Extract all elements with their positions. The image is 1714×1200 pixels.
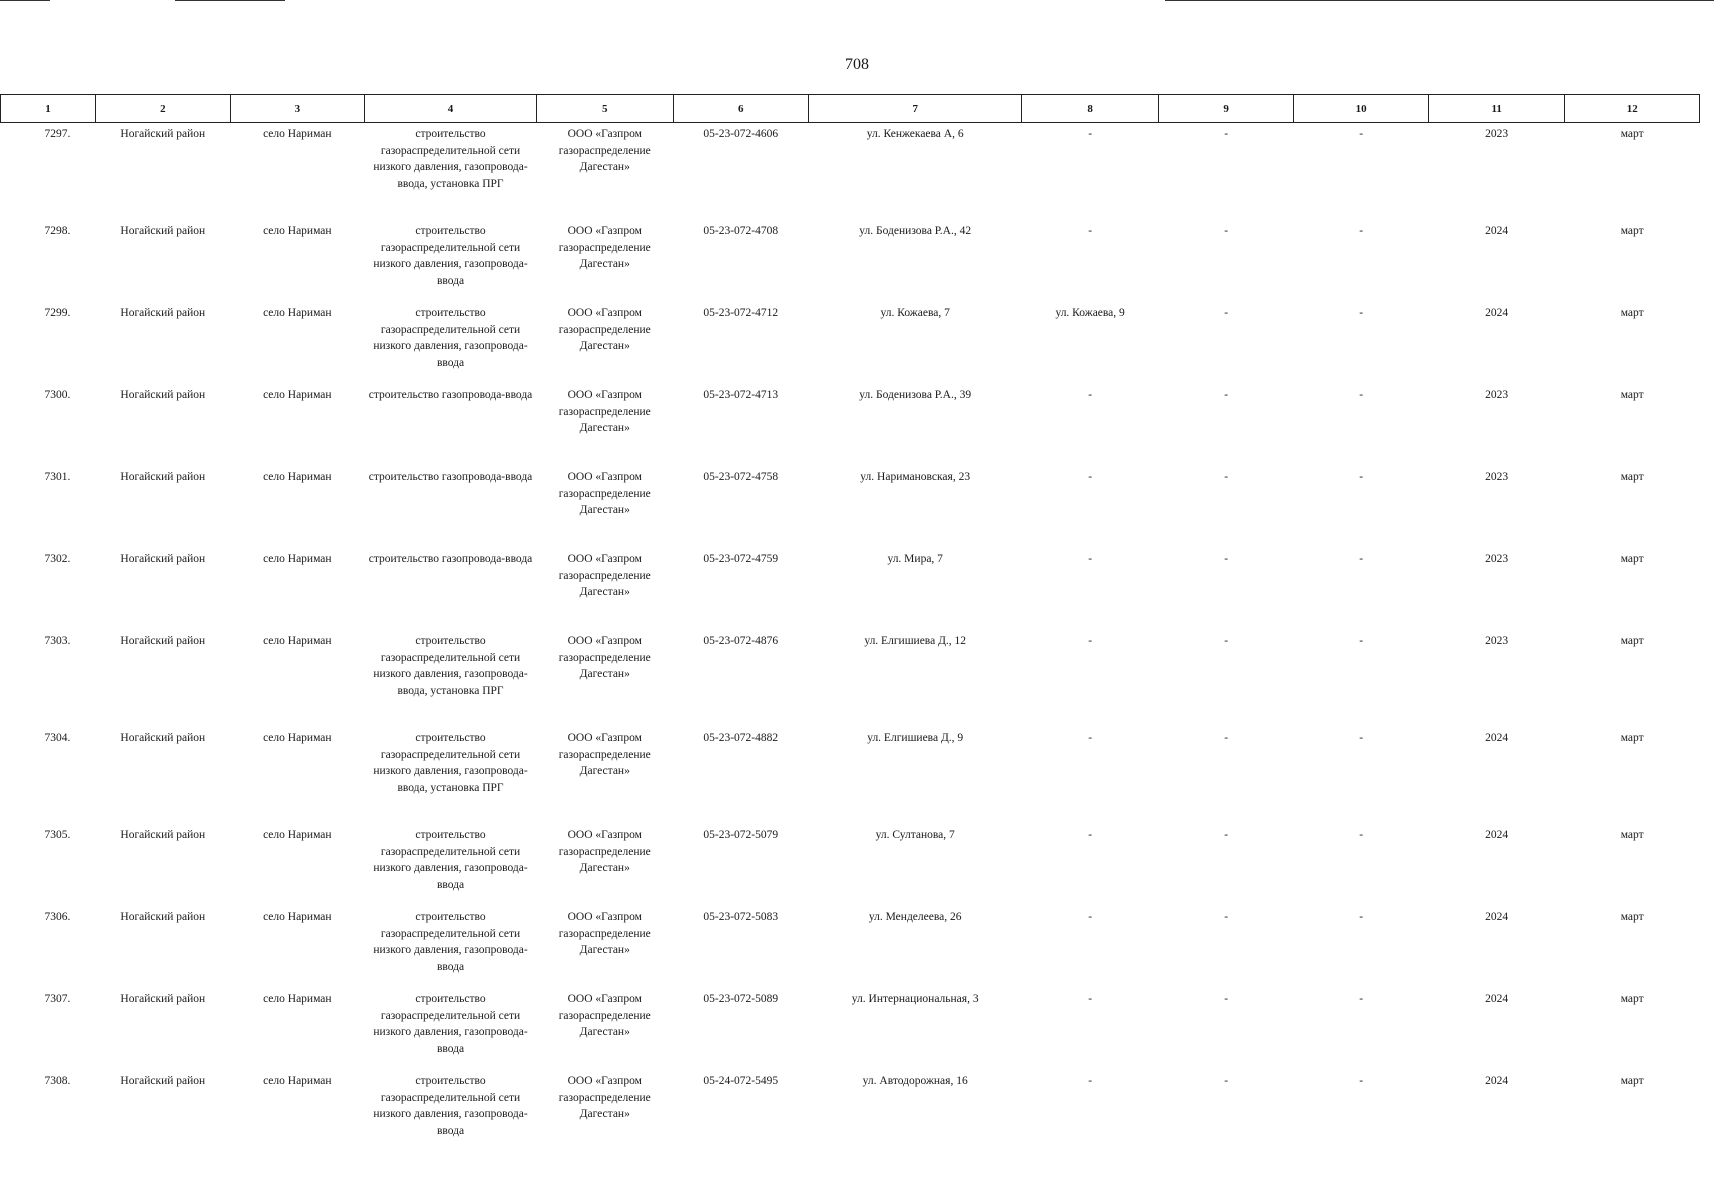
work-type-cell: строительство газораспределительной сети низкого давления, газопровода-ввода, установка ПРГ xyxy=(373,635,528,697)
organization-cell: ООО «Газпром газораспределение Дагестан» xyxy=(558,553,651,598)
col-9-cell: - xyxy=(1224,993,1229,1005)
month-cell: март xyxy=(1620,993,1644,1005)
settlement-cell: село Нариман xyxy=(263,1075,332,1087)
table-row xyxy=(1,630,1700,727)
col-9-cell: - xyxy=(1224,471,1229,483)
settlement-cell: село Нариман xyxy=(263,471,332,483)
address-alt-cell: - xyxy=(1088,128,1093,140)
row-number-cell: 7297. xyxy=(44,128,71,140)
settlement-cell: село Нариман xyxy=(263,225,332,237)
col-9-cell: - xyxy=(1224,829,1229,841)
organization-cell: ООО «Газпром газораспределение Дагестан» xyxy=(558,471,651,516)
address-cell: ул. Елгишиева Д., 12 xyxy=(864,635,967,647)
organization-cell: ООО «Газпром газораспределение Дагестан» xyxy=(558,1075,651,1120)
address-alt-cell: - xyxy=(1088,911,1093,923)
object-code-cell: 05-23-072-4882 xyxy=(703,732,779,744)
row-number-cell: 7307. xyxy=(44,993,71,1005)
col-9-cell: - xyxy=(1224,911,1229,923)
address-cell: ул. Кенжекаева А, 6 xyxy=(866,128,964,140)
row-number-cell: 7308. xyxy=(44,1075,71,1087)
organization-cell: ООО «Газпром газораспределение Дагестан» xyxy=(558,307,651,352)
row-number-cell: 7304. xyxy=(44,732,71,744)
address-alt-cell: - xyxy=(1088,1075,1093,1087)
address-cell: ул. Мира, 7 xyxy=(887,553,943,565)
col-10-cell: - xyxy=(1359,389,1364,401)
settlement-cell: село Нариман xyxy=(263,732,332,744)
address-alt-cell: - xyxy=(1088,732,1093,744)
scan-edge xyxy=(175,0,285,1)
column-header: 8 xyxy=(1022,95,1159,123)
address-cell: ул. Интернациональная, 3 xyxy=(851,993,979,1005)
gasification-register-table xyxy=(0,94,1700,1152)
settlement-cell: село Нариман xyxy=(263,993,332,1005)
column-number-row xyxy=(1,95,1700,123)
table-row xyxy=(1,384,1700,466)
work-type-cell: строительство газораспределительной сети низкого давления, газопровода-ввода, установка ПРГ xyxy=(373,128,528,190)
settlement-cell: село Нариман xyxy=(263,911,332,923)
table-row xyxy=(1,220,1700,302)
col-9-cell: - xyxy=(1224,635,1229,647)
col-10-cell: - xyxy=(1359,307,1364,319)
object-code-cell: 05-23-072-4606 xyxy=(703,128,779,140)
work-type-cell: строительство газораспределительной сети низкого давления, газопровода-ввода xyxy=(373,911,528,973)
col-10-cell: - xyxy=(1359,732,1364,744)
row-number-cell: 7301. xyxy=(44,471,71,483)
district-cell: Ногайский район xyxy=(120,128,206,140)
col-9-cell: - xyxy=(1224,732,1229,744)
table-row xyxy=(1,824,1700,906)
month-cell: март xyxy=(1620,829,1644,841)
column-header: 11 xyxy=(1428,95,1565,123)
month-cell: март xyxy=(1620,128,1644,140)
col-9-cell: - xyxy=(1224,389,1229,401)
col-10-cell: - xyxy=(1359,911,1364,923)
col-10-cell: - xyxy=(1359,635,1364,647)
table-row xyxy=(1,906,1700,988)
table-body xyxy=(1,123,1700,1153)
work-type-cell: строительство газопровода-ввода xyxy=(368,389,533,401)
organization-cell: ООО «Газпром газораспределение Дагестан» xyxy=(558,911,651,956)
col-10-cell: - xyxy=(1359,1075,1364,1087)
year-cell: 2024 xyxy=(1485,732,1509,744)
district-cell: Ногайский район xyxy=(120,911,206,923)
object-code-cell: 05-23-072-4758 xyxy=(703,471,779,483)
object-code-cell: 05-23-072-5083 xyxy=(703,911,779,923)
row-number-cell: 7302. xyxy=(44,553,71,565)
district-cell: Ногайский район xyxy=(120,1075,206,1087)
district-cell: Ногайский район xyxy=(120,389,206,401)
district-cell: Ногайский район xyxy=(120,225,206,237)
organization-cell: ООО «Газпром газораспределение Дагестан» xyxy=(558,389,651,434)
month-cell: март xyxy=(1620,911,1644,923)
column-header: 4 xyxy=(365,95,537,123)
month-cell: март xyxy=(1620,389,1644,401)
organization-cell: ООО «Газпром газораспределение Дагестан» xyxy=(558,829,651,874)
year-cell: 2023 xyxy=(1485,635,1509,647)
col-9-cell: - xyxy=(1224,553,1229,565)
work-type-cell: строительство газораспределительной сети низкого давления, газопровода-ввода, установка ПРГ xyxy=(373,732,528,794)
month-cell: март xyxy=(1620,732,1644,744)
col-9-cell: - xyxy=(1224,225,1229,237)
year-cell: 2024 xyxy=(1485,307,1509,319)
year-cell: 2024 xyxy=(1485,225,1509,237)
address-cell: ул. Кожаева, 7 xyxy=(880,307,950,319)
settlement-cell: село Нариман xyxy=(263,389,332,401)
month-cell: март xyxy=(1620,553,1644,565)
row-number-cell: 7299. xyxy=(44,307,71,319)
settlement-cell: село Нариман xyxy=(263,307,332,319)
row-number-cell: 7305. xyxy=(44,829,71,841)
work-type-cell: строительство газораспределительной сети низкого давления, газопровода-ввода xyxy=(373,307,528,369)
organization-cell: ООО «Газпром газораспределение Дагестан» xyxy=(558,128,651,173)
district-cell: Ногайский район xyxy=(120,553,206,565)
year-cell: 2023 xyxy=(1485,128,1509,140)
address-alt-cell: - xyxy=(1088,225,1093,237)
row-number-cell: 7303. xyxy=(44,635,71,647)
month-cell: март xyxy=(1620,225,1644,237)
year-cell: 2023 xyxy=(1485,471,1509,483)
column-header: 3 xyxy=(230,95,365,123)
col-10-cell: - xyxy=(1359,128,1364,140)
address-alt-cell: ул. Кожаева, 9 xyxy=(1055,307,1125,319)
month-cell: март xyxy=(1620,1075,1644,1087)
row-number-cell: 7306. xyxy=(44,911,71,923)
object-code-cell: 05-23-072-4876 xyxy=(703,635,779,647)
scan-edge xyxy=(0,0,50,1)
address-alt-cell: - xyxy=(1088,635,1093,647)
column-header: 10 xyxy=(1294,95,1429,123)
object-code-cell: 05-23-072-4712 xyxy=(703,307,779,319)
district-cell: Ногайский район xyxy=(120,993,206,1005)
column-header: 1 xyxy=(1,95,96,123)
work-type-cell: строительство газораспределительной сети низкого давления, газопровода-ввода xyxy=(373,225,528,287)
address-cell: ул. Боденизова Р.А., 39 xyxy=(859,389,972,401)
month-cell: март xyxy=(1620,635,1644,647)
table-row xyxy=(1,1070,1700,1152)
address-cell: ул. Автодорожная, 16 xyxy=(862,1075,968,1087)
year-cell: 2024 xyxy=(1485,993,1509,1005)
organization-cell: ООО «Газпром газораспределение Дагестан» xyxy=(558,732,651,777)
object-code-cell: 05-23-072-4708 xyxy=(703,225,779,237)
year-cell: 2023 xyxy=(1485,389,1509,401)
col-10-cell: - xyxy=(1359,829,1364,841)
object-code-cell: 05-23-072-5079 xyxy=(703,829,779,841)
settlement-cell: село Нариман xyxy=(263,635,332,647)
address-alt-cell: - xyxy=(1088,471,1093,483)
row-number-cell: 7298. xyxy=(44,225,71,237)
district-cell: Ногайский район xyxy=(120,307,206,319)
table-row xyxy=(1,466,1700,548)
work-type-cell: строительство газопровода-ввода xyxy=(368,471,533,483)
scan-edge xyxy=(1165,0,1714,1)
settlement-cell: село Нариман xyxy=(263,553,332,565)
object-code-cell: 05-24-072-5495 xyxy=(703,1075,779,1087)
year-cell: 2024 xyxy=(1485,1075,1509,1087)
district-cell: Ногайский район xyxy=(120,829,206,841)
col-10-cell: - xyxy=(1359,471,1364,483)
address-cell: ул. Султанова, 7 xyxy=(875,829,955,841)
organization-cell: ООО «Газпром газораспределение Дагестан» xyxy=(558,635,651,680)
col-10-cell: - xyxy=(1359,993,1364,1005)
address-cell: ул. Елгишиева Д., 9 xyxy=(867,732,964,744)
address-alt-cell: - xyxy=(1088,553,1093,565)
object-code-cell: 05-23-072-4759 xyxy=(703,553,779,565)
column-header: 12 xyxy=(1565,95,1700,123)
table-row xyxy=(1,302,1700,384)
month-cell: март xyxy=(1620,307,1644,319)
month-cell: март xyxy=(1620,471,1644,483)
address-alt-cell: - xyxy=(1088,829,1093,841)
year-cell: 2024 xyxy=(1485,911,1509,923)
address-cell: ул. Боденизова Р.А., 42 xyxy=(859,225,972,237)
object-code-cell: 05-23-072-4713 xyxy=(703,389,779,401)
col-9-cell: - xyxy=(1224,1075,1229,1087)
organization-cell: ООО «Газпром газораспределение Дагестан» xyxy=(558,225,651,270)
settlement-cell: село Нариман xyxy=(263,829,332,841)
table-row xyxy=(1,727,1700,824)
district-cell: Ногайский район xyxy=(120,635,206,647)
organization-cell: ООО «Газпром газораспределение Дагестан» xyxy=(558,993,651,1038)
column-header: 2 xyxy=(96,95,231,123)
address-cell: ул. Менделеева, 26 xyxy=(868,911,962,923)
year-cell: 2023 xyxy=(1485,553,1509,565)
col-10-cell: - xyxy=(1359,553,1364,565)
column-header: 7 xyxy=(809,95,1022,123)
object-code-cell: 05-23-072-5089 xyxy=(703,993,779,1005)
page-number: 708 xyxy=(845,56,869,73)
table-row xyxy=(1,548,1700,630)
col-9-cell: - xyxy=(1224,307,1229,319)
address-cell: ул. Наримановская, 23 xyxy=(860,471,971,483)
work-type-cell: строительство газораспределительной сети низкого давления, газопровода-ввода xyxy=(373,829,528,891)
address-alt-cell: - xyxy=(1088,993,1093,1005)
work-type-cell: строительство газопровода-ввода xyxy=(368,553,533,565)
settlement-cell: село Нариман xyxy=(263,128,332,140)
district-cell: Ногайский район xyxy=(120,732,206,744)
col-10-cell: - xyxy=(1359,225,1364,237)
work-type-cell: строительство газораспределительной сети низкого давления, газопровода-ввода xyxy=(373,993,528,1055)
work-type-cell: строительство газораспределительной сети низкого давления, газопровода-ввода xyxy=(373,1075,528,1137)
column-header: 5 xyxy=(536,95,673,123)
column-header: 9 xyxy=(1158,95,1294,123)
table-row xyxy=(1,123,1700,221)
address-alt-cell: - xyxy=(1088,389,1093,401)
year-cell: 2024 xyxy=(1485,829,1509,841)
table-row xyxy=(1,988,1700,1070)
district-cell: Ногайский район xyxy=(120,471,206,483)
col-9-cell: - xyxy=(1224,128,1229,140)
row-number-cell: 7300. xyxy=(44,389,71,401)
column-header: 6 xyxy=(673,95,809,123)
